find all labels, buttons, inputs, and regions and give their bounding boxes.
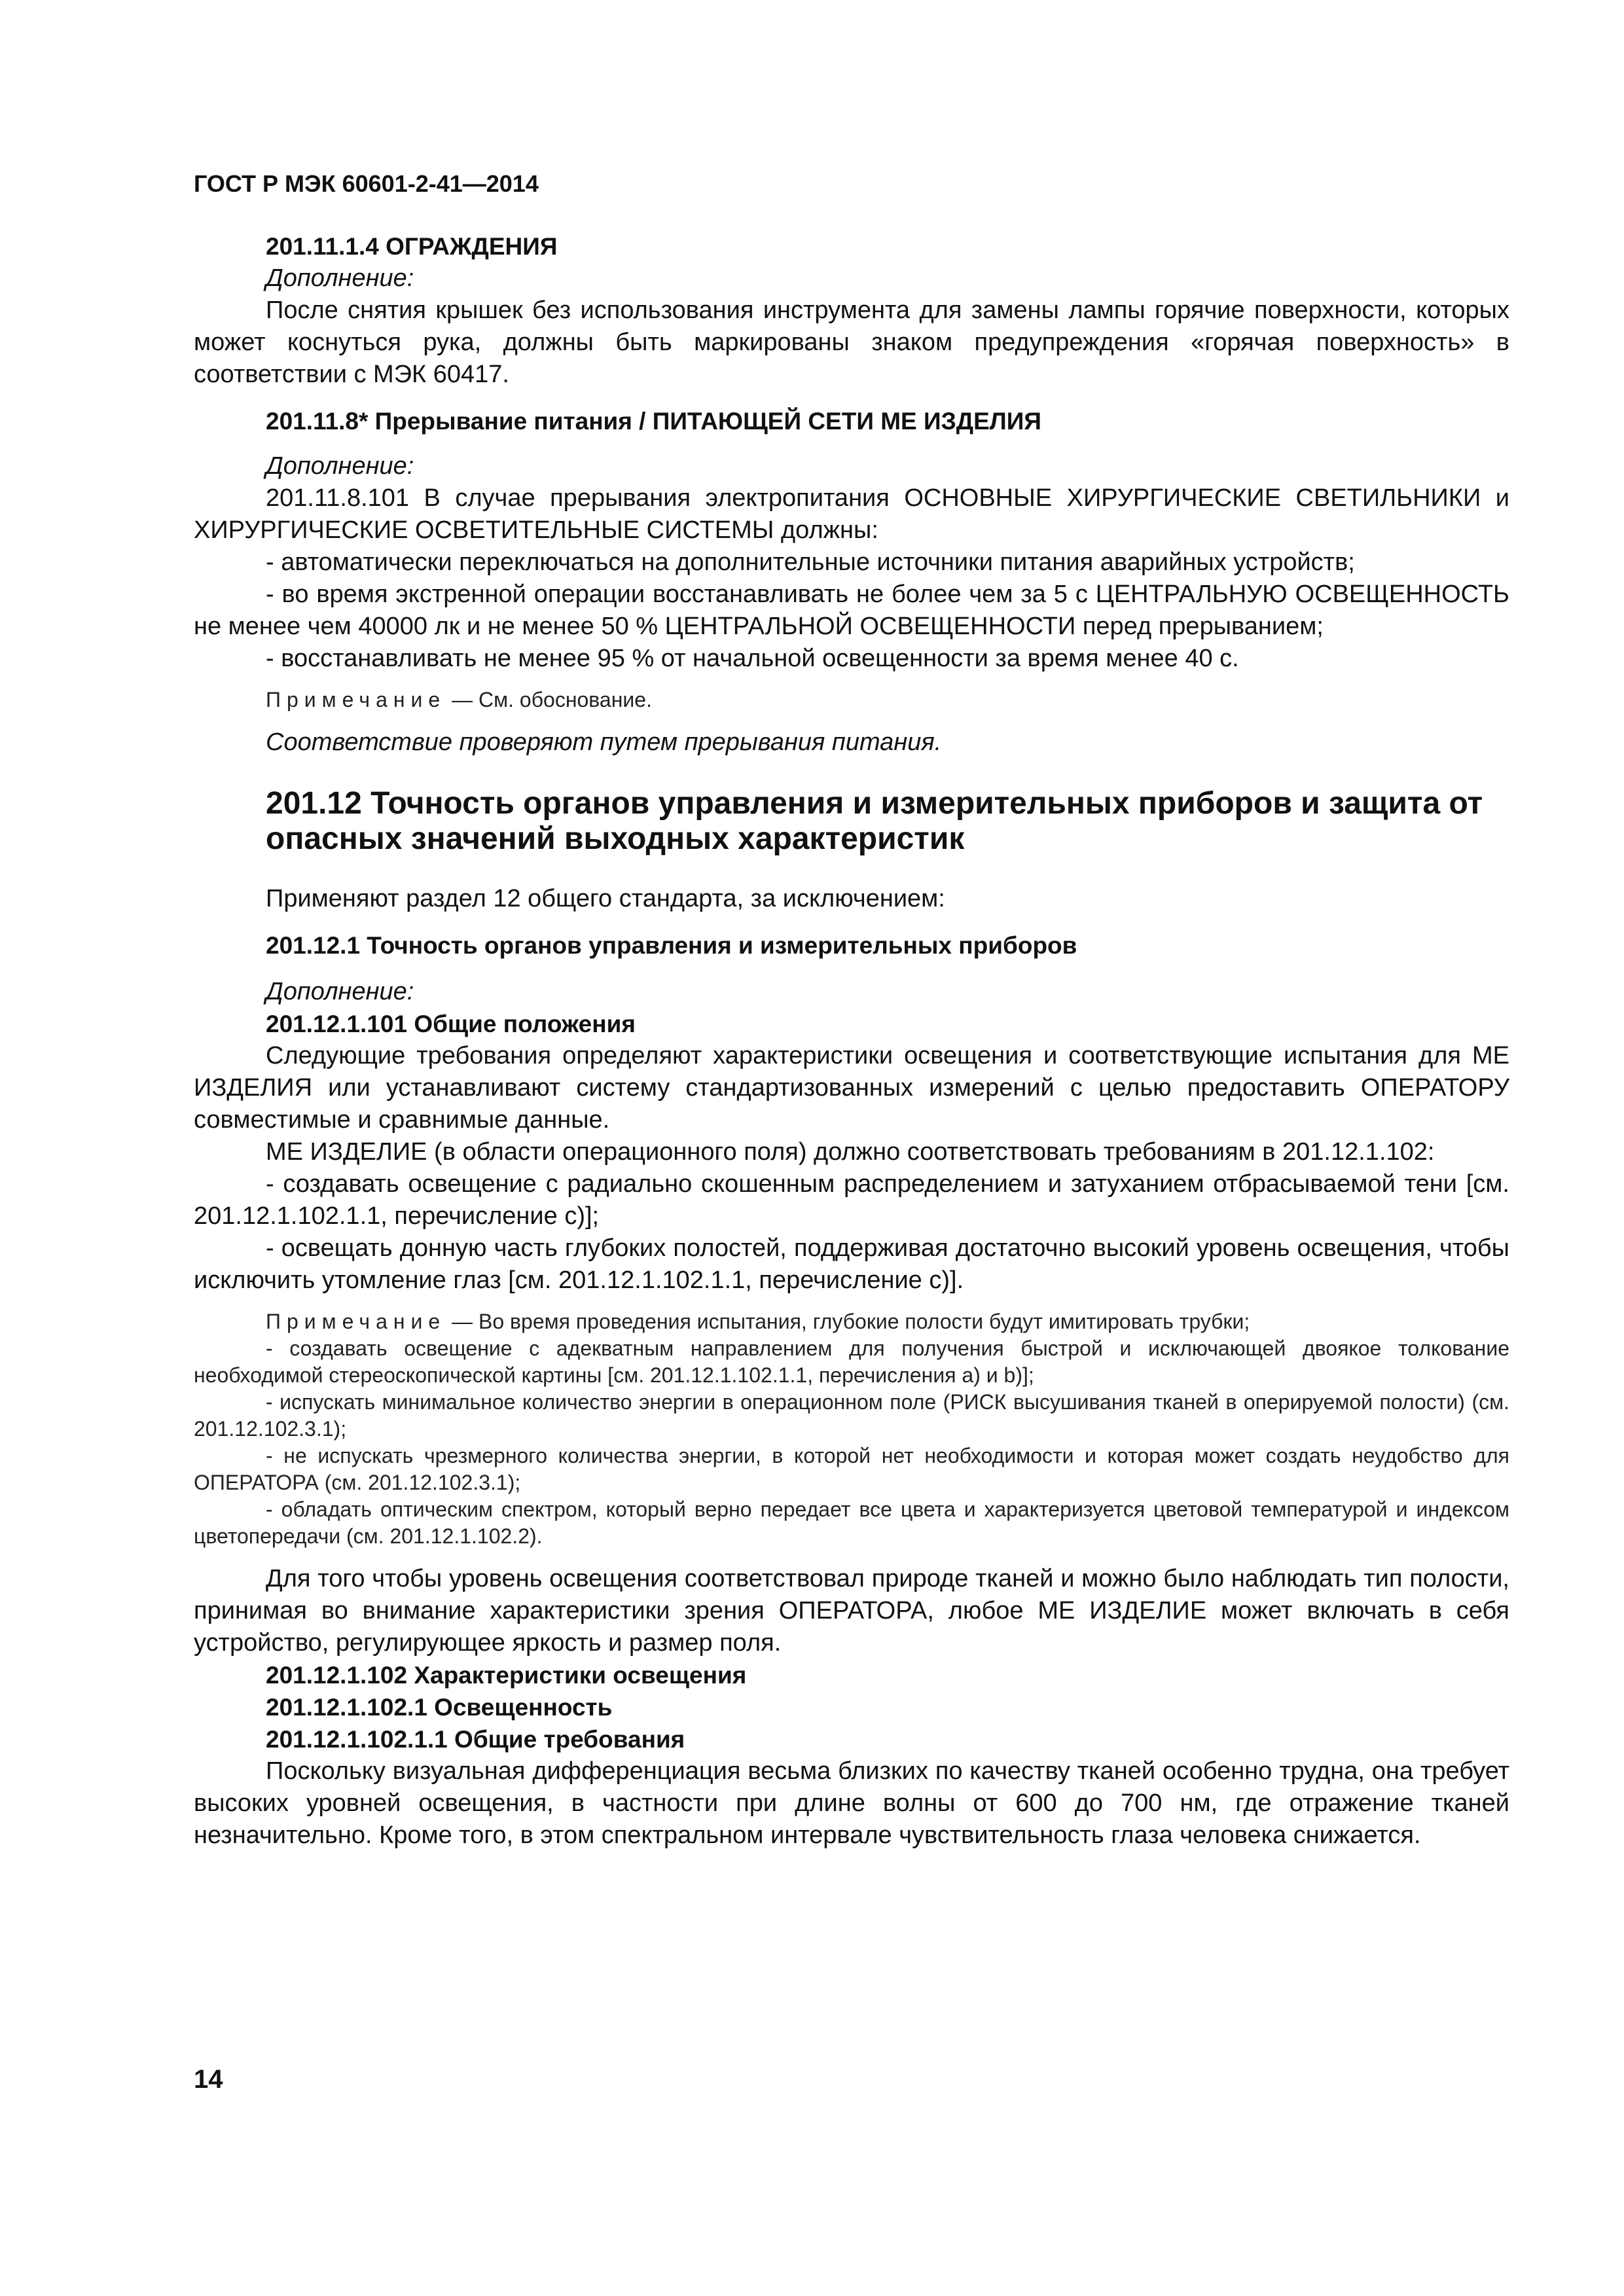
compliance-check: Соответствие проверяют путем прерывания питания.: [266, 728, 942, 756]
subsection-heading: 201.12.1.102 Характеристики освещения: [266, 1662, 747, 1689]
subsection-heading: 201.12.1.102.1 Освещенность: [266, 1694, 613, 1721]
page-number: 14: [194, 2065, 223, 2094]
subsection-heading: 201.12.1.102.1.1 Общие требования: [266, 1726, 685, 1753]
note-item: - обладать оптическим спектром, который верно передает все цвета и характеризуется цветовой температурой и индексом цветопередачи (см. 201.12.1.102.2).: [194, 1498, 1509, 1548]
note-text: — См. обоснование.: [446, 688, 652, 711]
note-label: Примечание: [266, 1310, 446, 1333]
paragraph: 201.11.8.101 В случае прерывания электропитания ОСНОВНЫЕ ХИРУРГИЧЕСКИЕ СВЕТИЛЬНИКИ и ХИРУРГИЧЕСКИЕ ОСВЕТИТЕЛЬНЫЕ СИСТЕМЫ должны:: [194, 484, 1509, 544]
paragraph: Для того чтобы уровень освещения соответствовал природе тканей и можно было наблюдать тип полости, принимая во внимание характеристики зрения ОПЕРАТОРА, любое МЕ ИЗДЕЛИЕ может включать в себя устройство, регулирующее яркость и размер поля.: [194, 1565, 1509, 1657]
paragraph: Применяют раздел 12 общего стандарта, за исключением:: [266, 885, 945, 912]
paragraph: Следующие требования определяют характеристики освещения и соответствующие испытания для МЕ ИЗДЕЛИЯ или устанавливают систему стандартизованных измерений с целью предоставить ОПЕРАТОРУ совместимые и сравнимые данные.: [194, 1042, 1509, 1134]
section-heading: 201.11.1.4 ОГРАЖДЕНИЯ: [266, 233, 558, 260]
list-item: - автоматически переключаться на дополнительные источники питания аварийных устройств;: [266, 548, 1355, 576]
document-header: ГОСТ Р МЭК 60601-2-41—2014: [194, 170, 539, 197]
note-label: Примечание: [266, 688, 446, 711]
paragraph: МЕ ИЗДЕЛИЕ (в области операционного поля) должно соответствовать требованиям в 201.12.1.102:: [266, 1138, 1435, 1166]
note-item: - испускать минимальное количество энергии в операционном поле (РИСК высушивания тканей в оперируемой полости) (см. 201.12.102.3.1);: [194, 1390, 1509, 1441]
note-text: — Во время проведения испытания, глубокие полости будут имитировать трубки;: [446, 1310, 1250, 1333]
list-item: - освещать донную часть глубоких полостей, поддерживая достаточно высокий уровень освещения, чтобы исключить утомление глаз [см. 201.12.1.102.1.1, перечисление с)].: [194, 1234, 1509, 1294]
list-item: - создавать освещение с радиально скошенным распределением и затуханием отбрасываемой тени [см. 201.12.1.102.1.1, перечисление с)];: [194, 1170, 1509, 1230]
list-item: - восстанавливать не менее 95 % от начальной освещенности за время менее 40 с.: [266, 645, 1239, 672]
addition-label: Дополнение:: [266, 264, 414, 292]
note-item: - не испускать чрезмерного количества энергии, в которой нет необходимости и которая может создать неудобство для ОПЕРАТОРА (см. 201.12.102.3.1);: [194, 1444, 1509, 1494]
section-201-11-1-4: [194, 230, 1509, 391]
section-heading: 201.11.8* Прерывание питания / ПИТАЮЩЕЙ СЕТИ МЕ ИЗДЕЛИЯ: [266, 408, 1041, 435]
subsection-heading: 201.12.1.101 Общие положения: [266, 1011, 636, 1037]
note: [194, 687, 1509, 713]
note: [194, 1308, 1509, 1335]
section-201-11-8: [194, 405, 1509, 759]
paragraph: Поскольку визуальная дифференциация весьма близких по качеству тканей особенно трудна, она требует высоких уровней освещения, в частности при длине волны от 600 до 700 нм, где отражение тканей незначительно. Кроме того, в этом спектральном интервале чувствительность глаза человека снижается.: [194, 1757, 1509, 1849]
clause-heading: 201.12 Точность органов управления и измерительных приборов и защита от опасных значений выходных характеристик: [266, 786, 1483, 856]
addition-label: Дополнение:: [266, 452, 414, 480]
document-page: [194, 162, 1509, 1852]
section-201-12: [194, 786, 1509, 1852]
list-item: - во время экстренной операции восстанавливать не более чем за 5 с ЦЕНТРАЛЬНУЮ ОСВЕЩЕННОСТЬ не менее чем 40000 лк и не менее 50 % ЦЕНТРАЛЬНОЙ ОСВЕЩЕННОСТИ перед прерыванием;: [194, 581, 1509, 640]
addition-label: Дополнение:: [266, 978, 414, 1005]
paragraph: После снятия крышек без использования инструмента для замены лампы горячие поверхности, которых может коснуться рука, должны быть маркированы знаком предупреждения «горячая поверхность» в соответствии с МЭК 60417.: [194, 296, 1509, 388]
subsection-heading: 201.12.1 Точность органов управления и измерительных приборов: [266, 932, 1077, 959]
note-item: - создавать освещение с адекватным направлением для получения быстрой и исключающей двоякое толкование необходимой стереоскопической картины [см. 201.12.1.102.1.1, перечисления а) и b)];: [194, 1336, 1509, 1387]
